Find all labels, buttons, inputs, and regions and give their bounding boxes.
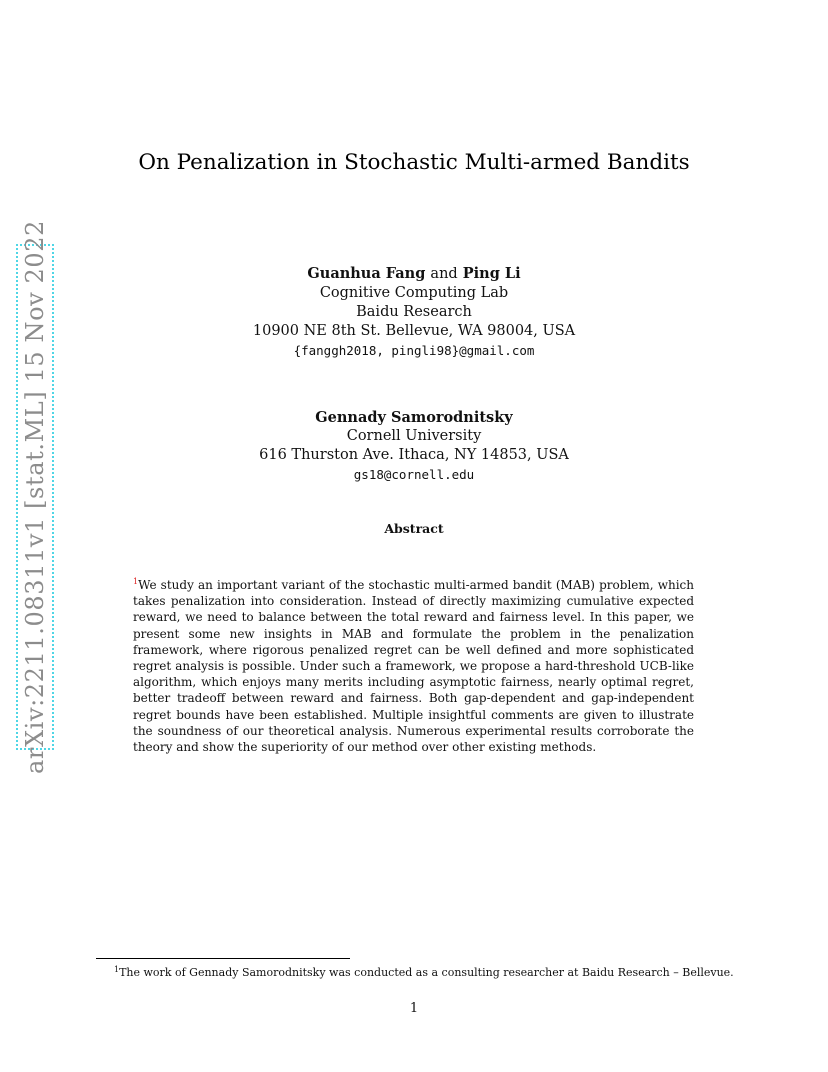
footnote <box>114 962 734 980</box>
footnote-text: The work of Gennady Samorodnitsky was conducted as a consulting researcher at Baidu Research – Bellevue. <box>119 966 734 979</box>
author-name: Guanhua Fang <box>307 265 426 282</box>
affiliation-address: 10900 NE 8th St. Bellevue, WA 98004, USA <box>252 323 576 339</box>
abstract-heading: Abstract <box>384 521 444 536</box>
author-block-cornell <box>0 408 828 484</box>
author-name: Ping Li <box>462 265 521 282</box>
author-name: Gennady Samorodnitsky <box>315 409 513 426</box>
author-email: gs18@cornell.edu <box>353 467 475 482</box>
footnote-rule <box>96 958 350 959</box>
affiliation-address: 616 Thurston Ave. Ithaca, NY 14853, USA <box>259 447 569 463</box>
footnote-marker: 1 <box>133 577 139 586</box>
author-block-baidu <box>0 264 828 360</box>
paper-title: On Penalization in Stochastic Multi-armed Bandits <box>138 150 690 175</box>
footnote-number: 1 <box>114 965 120 974</box>
author-names <box>0 264 828 284</box>
arxiv-identifier: arXiv:2211.08311v1 [stat.ML] 15 Nov 2022 <box>21 220 49 774</box>
page-number: 1 <box>409 1001 419 1016</box>
affiliation-org: Cornell University <box>346 428 482 444</box>
abstract-text: We study an important variant of the stochastic multi-armed bandit (MAB) problem, which takes penalization into consideration. Instead of directly maximizing cumulative expected reward, we need to balance between the total reward and fairness level. In this paper, we present some new insights in MAB and formulate the problem in the penalization framework, where rigorous penalized regret can be well defined and more sophisticated regret analysis is possible. Under such a framework, we propose a hard-threshold UCB-like algorithm, which enjoys many merits including asymptotic fairness, nearly optimal regret, better tradeoff between reward and fairness. Both gap-dependent and gap-independent regret bounds have been established. Multiple insightful comments are given to illustrate the soundness of our theoretical analysis. Numerous experimental results corroborate the theory and show the superiority of our method over other existing methods. <box>133 578 694 755</box>
affiliation-org: Baidu Research <box>356 304 472 320</box>
author-conjunction: and <box>430 266 458 282</box>
affiliation-lab: Cognitive Computing Lab <box>319 285 509 301</box>
abstract-body <box>133 574 694 755</box>
author-email: {fanggh2018, pingli98}@gmail.com <box>293 343 535 358</box>
